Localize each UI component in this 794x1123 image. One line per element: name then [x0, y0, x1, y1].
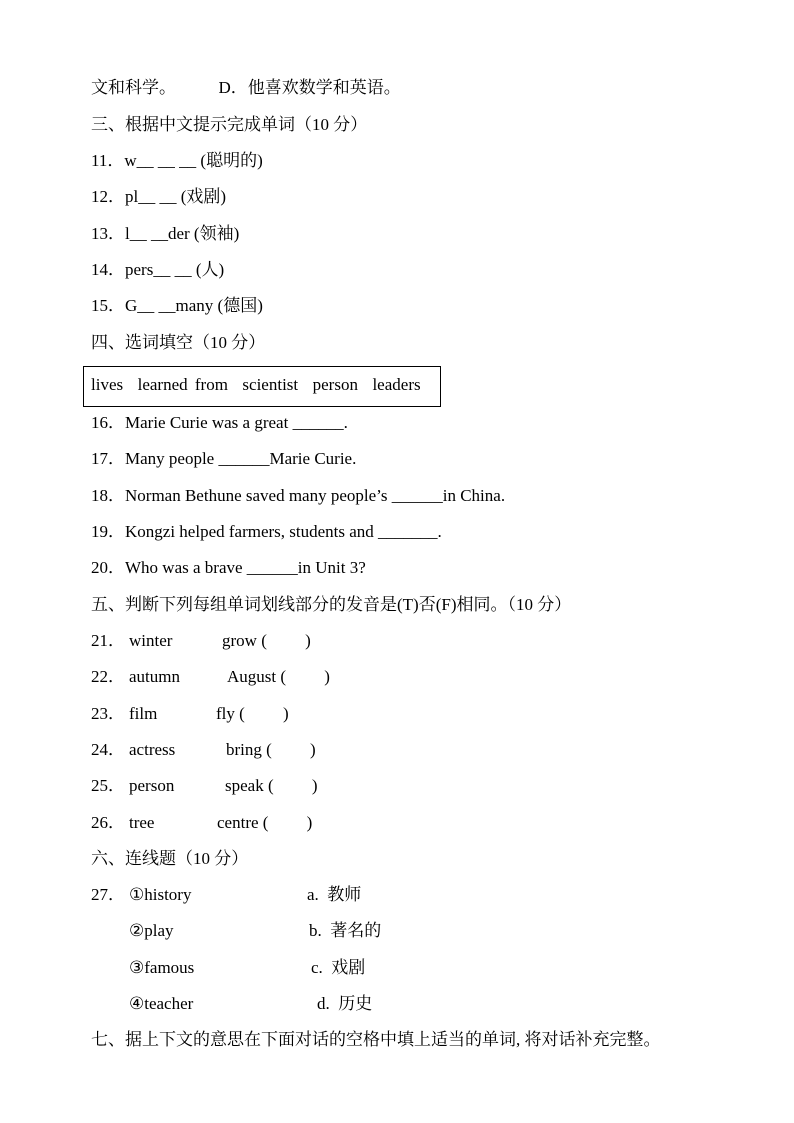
match-left-item: ④teacher: [129, 994, 194, 1013]
question-16: [91, 412, 348, 434]
question-number: 27．: [91, 885, 125, 904]
question-text: l__ __der (领袖): [125, 224, 240, 243]
word-right: grow ( ): [222, 631, 311, 650]
question-number: 21．: [91, 631, 125, 650]
question-text: Many people ______Marie Curie.: [125, 449, 357, 468]
question-20: [91, 557, 366, 579]
question-15: [91, 295, 263, 317]
section4-heading: 四、选词填空（10 分）: [91, 333, 266, 352]
question-text: G__ __many (德国): [125, 296, 263, 315]
question-number: 14．: [91, 260, 125, 279]
question-12: [91, 186, 226, 208]
word-bank-box: [83, 366, 441, 407]
match-left-item: ③famous: [129, 958, 195, 977]
question-13: [91, 223, 239, 245]
question-number: 25．: [91, 776, 125, 795]
question-number: 15．: [91, 296, 125, 315]
question-text: Kongzi helped farmers, students and _______.: [125, 522, 442, 541]
section7-heading: 七、据上下文的意思在下面对话的空格中填上适当的单词, 将对话补充完整。: [91, 1030, 661, 1049]
question-number: 23．: [91, 704, 125, 723]
question-number: 17．: [91, 449, 125, 468]
question-number: 20．: [91, 558, 125, 577]
question-number: 26．: [91, 813, 125, 832]
word-right: August ( ): [227, 667, 330, 686]
question-19: [91, 521, 442, 543]
question-number: 22．: [91, 667, 125, 686]
match-right-item: a. 教师: [307, 885, 362, 904]
match-left-item: ①history: [129, 885, 192, 904]
word-left: person: [129, 776, 175, 795]
question-text: Marie Curie was a great ______.: [125, 413, 348, 432]
question-number: 12．: [91, 187, 125, 206]
section6-heading: 六、连线题（10 分）: [91, 849, 249, 868]
question-number: 16．: [91, 413, 125, 432]
match-right-item: d. 历史: [317, 994, 373, 1013]
word-right: centre ( ): [217, 813, 313, 832]
question-text: pers__ __ (人): [125, 260, 225, 279]
word-bank: lives learned from scientist person leaders: [91, 375, 421, 394]
match-right-item: c. 戏剧: [311, 958, 366, 977]
question-14: [91, 259, 224, 281]
section3-heading: 三、根据中文提示完成单词（10 分）: [91, 115, 368, 134]
match-right-item: b. 著名的: [309, 921, 382, 940]
question-number: 19．: [91, 522, 125, 541]
question-11: [91, 150, 263, 172]
question-17: [91, 448, 356, 470]
word-right: speak ( ): [225, 776, 318, 795]
question-number: 24．: [91, 740, 125, 759]
word-left: actress: [129, 740, 176, 759]
question-text: pl__ __ (戏剧): [125, 187, 227, 206]
question-number: 11．: [91, 151, 125, 170]
word-right: fly ( ): [216, 704, 289, 723]
question-number: 18．: [91, 486, 125, 505]
word-right: bring ( ): [226, 740, 316, 759]
word-left: autumn: [129, 667, 180, 686]
word-left: winter: [129, 631, 173, 650]
question-text: Who was a brave ______in Unit 3?: [125, 558, 366, 577]
top-line: 文和科学。 D．他喜欢数学和英语。: [91, 78, 401, 97]
section5-heading: 五、判断下列每组单词划线部分的发音是(T)否(F)相同。（10 分）: [91, 595, 572, 614]
word-left: tree: [129, 813, 155, 832]
question-number: 13．: [91, 224, 125, 243]
question-text: w__ __ __ (聪明的): [124, 151, 263, 170]
question-text: Norman Bethune saved many people’s ______in China.: [125, 486, 506, 505]
match-left-item: ②play: [129, 921, 174, 940]
question-18: [91, 485, 505, 507]
word-left: film: [129, 704, 158, 723]
